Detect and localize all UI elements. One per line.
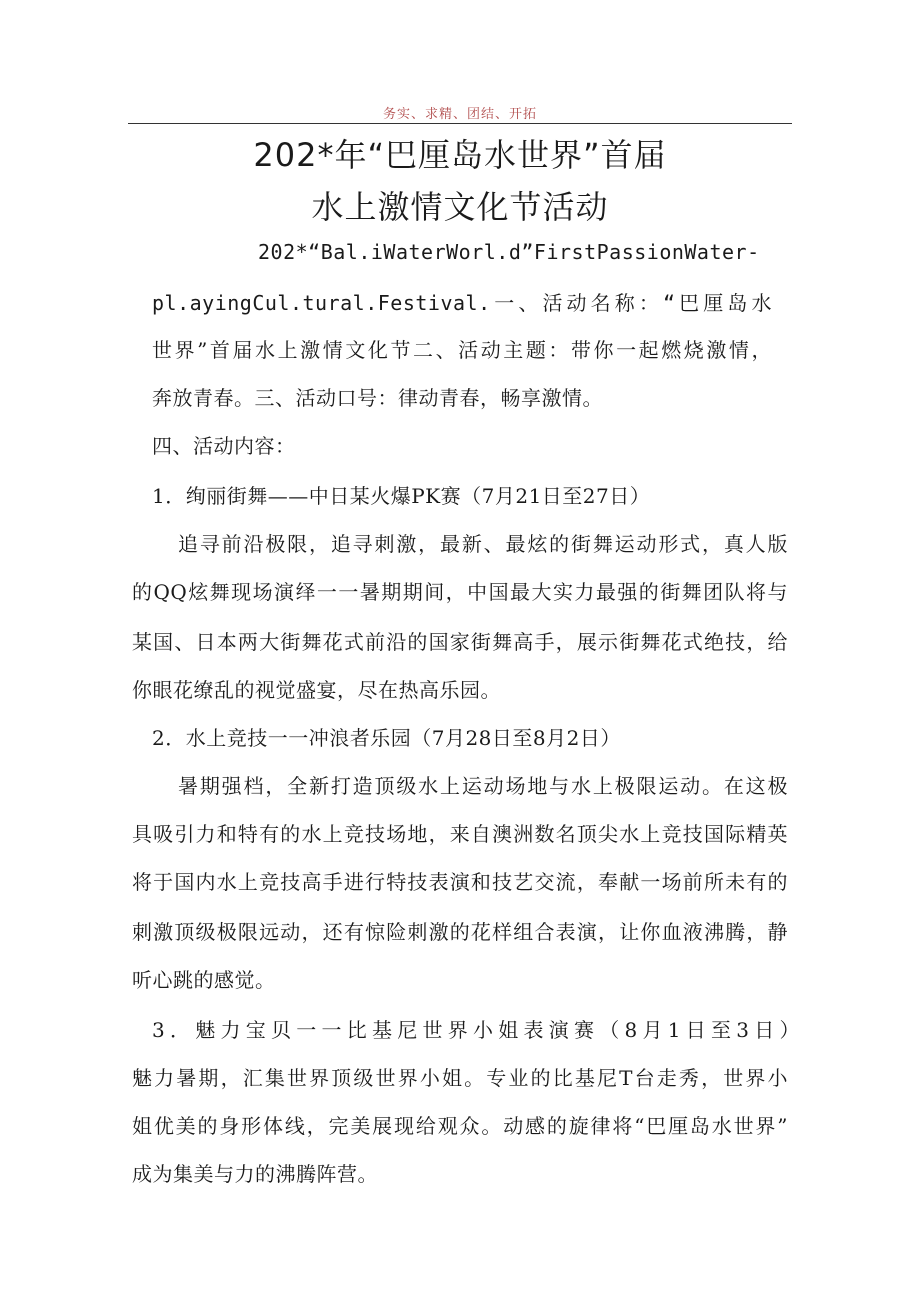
item-2-heading: 2．水上竞技一一冲浪者乐园（7月28日至8月2日） bbox=[152, 726, 621, 750]
title-line-1: 202*年“巴厘岛水世界”首届 bbox=[253, 136, 667, 174]
item-2-paragraph-line: 听心跳的感觉。 bbox=[132, 968, 276, 992]
intro-line-1: 202*“Bal.iWaterWorl.d”FirstPassionWater- bbox=[258, 240, 760, 264]
item-2-paragraph-line: 将于国内水上竞技高手进行特技表演和技艺交流，奉献一场前所未有的 bbox=[132, 870, 788, 894]
item-2-paragraph-line: 刺激顶级极限远动，还有惊险刺激的花样组合表演，让你血液沸腾，静 bbox=[132, 920, 788, 944]
section-heading-content: 四、活动内容： bbox=[152, 434, 296, 458]
item-1-paragraph-line: 追寻前沿极限，追寻刺激，最新、最炫的街舞运动形式，真人版 bbox=[178, 532, 788, 556]
item-1-heading: 1．绚丽街舞——中日某火爆PK赛（7月21日至27日） bbox=[152, 484, 651, 508]
header-rule bbox=[128, 123, 792, 124]
title-line-2: 水上激情文化节活动 bbox=[311, 188, 609, 226]
intro-line-3: 世界”首届水上激情文化节二、活动主题：带你一起燃烧激情， bbox=[152, 338, 772, 362]
intro-line-2: pl.ayingCul.tural.Festival.一、活动名称：“巴厘岛水 bbox=[152, 291, 772, 315]
item-3-paragraph-line: 姐优美的身形体线，完美展现给观众。动感的旋律将“巴厘岛水世界” bbox=[132, 1114, 788, 1138]
item-1-paragraph-line: 某国、日本两大街舞花式前沿的国家街舞高手，展示街舞花式绝技，给 bbox=[132, 630, 788, 654]
item-3-paragraph-line: 成为集美与力的沸腾阵营。 bbox=[132, 1162, 378, 1186]
item-1-paragraph-line: 你眼花缭乱的视觉盛宴，尽在热高乐园。 bbox=[132, 678, 501, 702]
item-3-paragraph-line: 魅力暑期，汇集世界顶级世界小姐。专业的比基尼T台走秀，世界小 bbox=[132, 1066, 788, 1090]
item-2-paragraph-line: 具吸引力和特有的水上竞技场地，来自澳洲数名顶尖水上竞技国际精英 bbox=[132, 822, 788, 846]
intro-line-4: 奔放青春。三、活动口号：律动青春，畅享激情。 bbox=[152, 386, 603, 410]
item-3-heading: 3．魅力宝贝一一比基尼世界小姐表演赛（8月1日至3日） bbox=[152, 1018, 800, 1042]
item-2-paragraph-line: 暑期强档，全新打造顶级水上运动场地与水上极限运动。在这极 bbox=[178, 774, 788, 798]
item-1-paragraph-line: 的QQ炫舞现场演绎一一暑期期间，中国最大实力最强的街舞团队将与 bbox=[132, 580, 788, 604]
running-header: 务实、求精、团结、开拓 bbox=[382, 107, 537, 122]
